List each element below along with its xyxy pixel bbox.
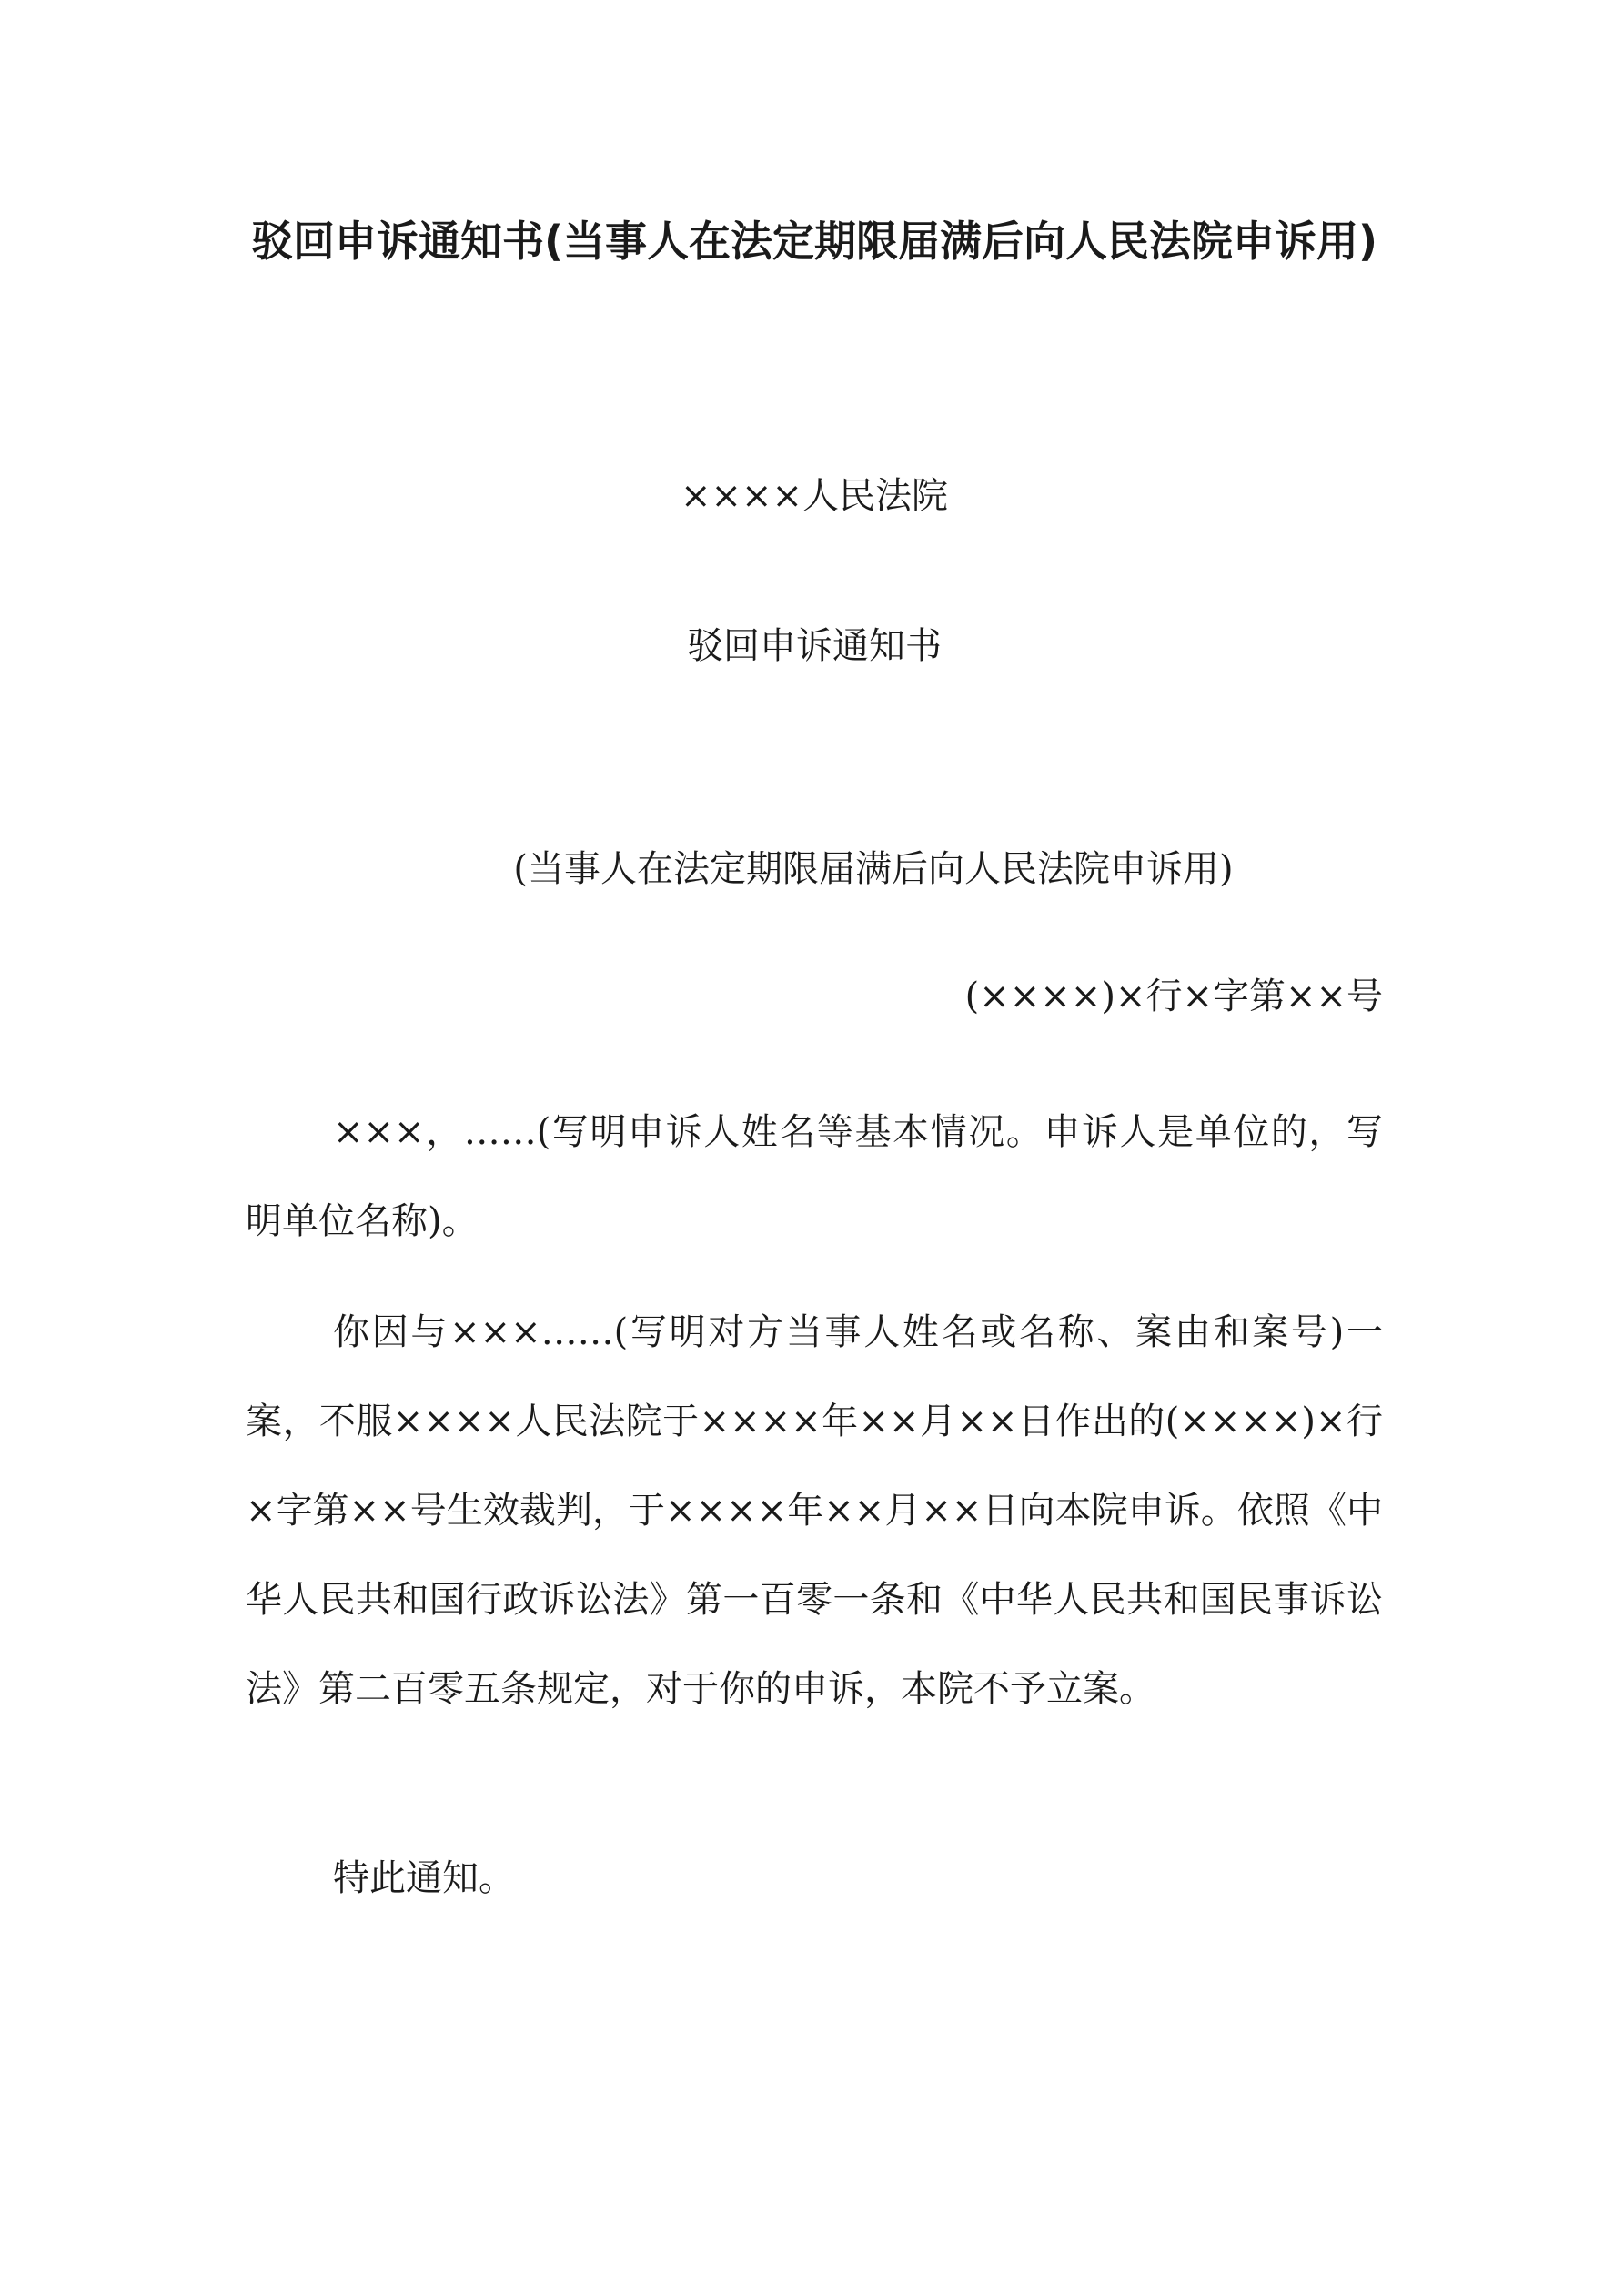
body-paragraph-closing: 特此通知。 (333, 1857, 515, 1899)
body-paragraph-appellant: ×××，……(写明申诉人姓名等基本情况。申诉人是单位的，写明单位名称)。 (246, 1111, 1383, 1242)
court-name: ××××人民法院 (680, 475, 949, 517)
document-title: 驳回申诉通知书(当事人在法定期限届满后向人民法院申诉用) (250, 217, 1378, 266)
case-number: (××××)×行×字第××号 (964, 976, 1383, 1017)
body-paragraph-decision: 你因与×××……(写明对方当事人姓名或名称、案由和案号)一案，不服××××人民法院于××××年××月××日作出的(××××)×行×字第××号生效裁判，于××××年××月××日向本院申诉。依照《中华人民共和国行政诉讼法》第一百零一条和《中华人民共和国民事诉讼法》第二百零五条规定，对于你的申诉，本院不予立案。 (246, 1311, 1383, 1710)
usage-subtitle: (当事人在法定期限届满后向人民法院申诉用) (513, 848, 1234, 890)
notice-name: 驳回申诉通知书 (687, 625, 942, 667)
